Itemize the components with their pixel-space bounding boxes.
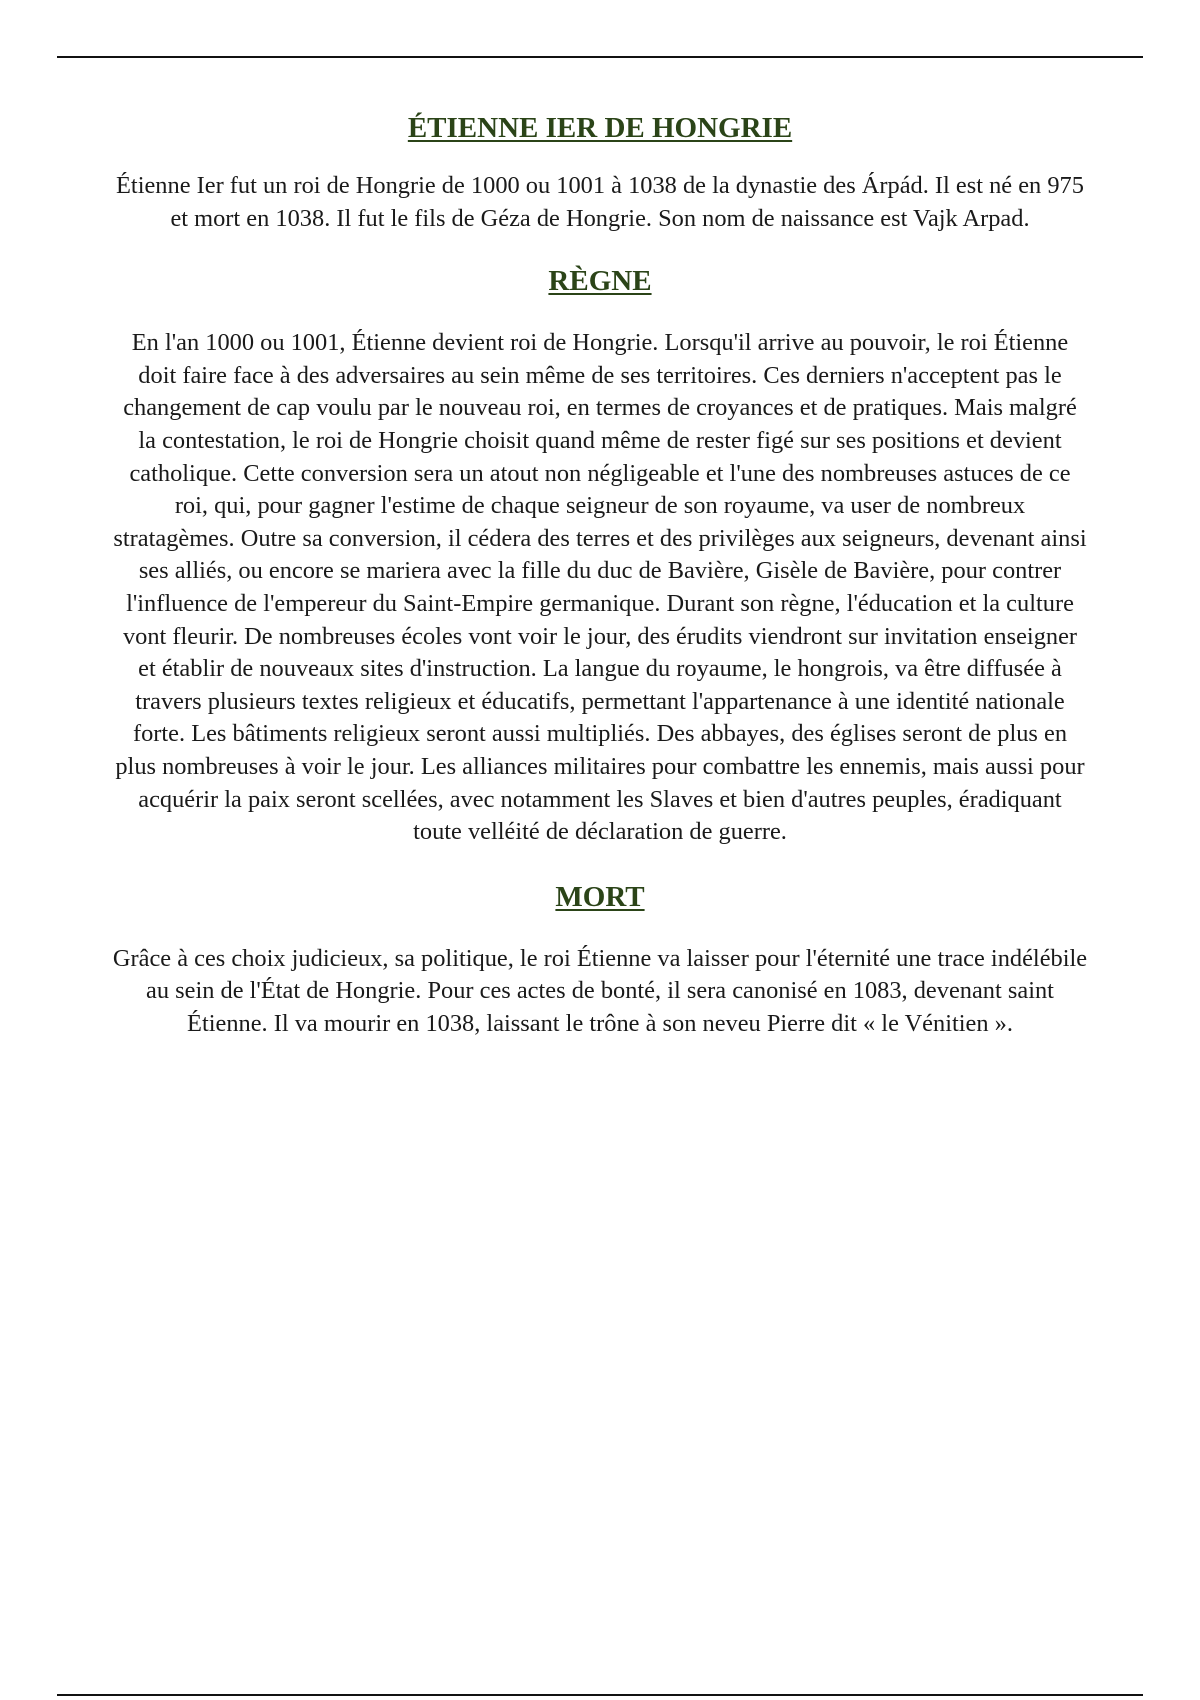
intro-paragraph: Étienne Ier fut un roi de Hongrie de 1000 ou 1001 à 1038 de la dynastie des Árpád. Il est né en 975 et mort en 1038. Il fut le fils de Géza de Hongrie. Son nom de naissance est Vajk Arpad.: [116, 172, 1084, 232]
section-heading-regne: RÈGNE: [548, 265, 652, 298]
document-body: [112, 110, 1088, 1040]
document-title: ÉTIENNE IER DE HONGRIE: [407, 112, 793, 144]
page-top-rule: [57, 56, 1143, 58]
section-text-regne: En l'an 1000 ou 1001, Étienne devient roi de Hongrie. Lorsqu'il arrive au pouvoir, le roi Étienne doit faire face à des adversaires au sein même de ses territoires. Ces derniers n'acceptent pas le changement de cap voulu par le nouveau roi, en termes de croyances et de pratiques. Mais malgré la contestation, le roi de Hongrie choisit quand même de rester figé sur ses positions et devient catholique. Cette conversion sera un atout non négligeable et l'une des nombreuses astuces de ce roi, qui, pour gagner l'estime de chaque seigneur de son royaume, va user de nombreux stratagèmes. Outre sa conversion, il cédera des terres et des privilèges aux seigneurs, devenant ainsi ses alliés, ou encore se mariera avec la fille du duc de Bavière, Gisèle de Bavière, pour contrer l'influence de l'empereur du Saint-Empire germanique. Durant son règne, l'éducation et la culture vont fleurir. De nombreuses écoles vont voir le jour, des érudits viendront sur invitation enseigner et établir de nouveaux sites d'instruction. La langue du royaume, le hongrois, va être diffusée à travers plusieurs textes religieux et éducatifs, permettant l'appartenance à une identité nationale forte. Les bâtiments religieux seront aussi multipliés. Des abbayes, des églises seront de plus en plus nombreuses à voir le jour. Les alliances militaires pour combattre les ennemis, mais aussi pour acquérir la paix seront scellées, avec notamment les Slaves et bien d'autres peuples, éradiquant toute velléité de déclaration de guerre.: [113, 329, 1087, 846]
section-text-mort: Grâce à ces choix judicieux, sa politique, le roi Étienne va laisser pour l'éternité une trace indélébile au sein de l'État de Hongrie. Pour ces actes de bonté, il sera canonisé en 1083, devenant saint Étienne. Il va mourir en 1038, laissant le trône à son neveu Pierre dit « le Vénitien ».: [112, 944, 1088, 1037]
page-bottom-rule: [57, 1694, 1143, 1696]
section-heading-mort: MORT: [555, 880, 645, 913]
